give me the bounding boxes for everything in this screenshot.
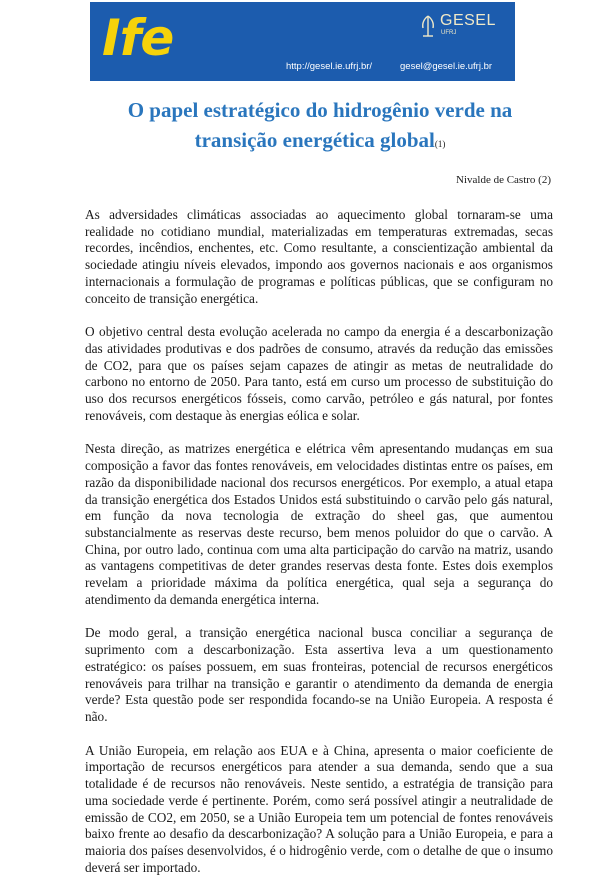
header-banner [90,2,515,81]
title-footnote-mark: (1) [434,139,446,149]
ife-logo: Ife [102,9,174,67]
paragraph: Nesta direção, as matrizes energética e elétrica vêm apresentando mudanças em sua composição a favor das fontes renováveis, em velocidades distintas entre os países, em razão da disponibilidade nacional dos recursos energéticos. Por exemplo, a atual etapa da transição energética dos Estados Unidos está substituindo o carvão pelo gás natural, em função da nova tecnologia de extração do sheel gas, que aumentou substancialmente as reservas deste recurso, bem menos poluidor do que o carvão. A China, por outro lado, continua com uma alta participação do carvão na matriz, usando as vantagens competitivas de deter grandes reservas desta fonte. Estes dois exemplos revelam a prioridade máxima da política energética, qual seja a segurança do atendimento da demanda energética interna. [85,441,553,607]
paragraph: A União Europeia, em relação aos EUA e à China, apresenta o maior coeficiente de importação de recursos energéticos para atender a sua demanda, sendo que a sua totalidade é de recursos não renováveis. Neste sentido, a estratégia de transição para uma sociedade verde é pertinente. Porém, como será possível atingir a neutralidade de emissão de CO2, em 2050, se a União Europeia tem um potencial de fontes renováveis baixo frente ao desafio da descarbonização? A solução para a União Europeia, e para a maioria dos países desenvolvidos, é o hidrogênio verde, com o detalhe de que o insumo deverá ser importado. [85,742,553,875]
author-name: Nivalde de Castro (2) [456,174,551,186]
website-link[interactable]: http://gesel.ie.ufrj.br/ [286,61,373,72]
gesel-subtitle: UFRJ [441,30,457,36]
gesel-name: GESEL [440,12,496,29]
paragraph: As adversidades climáticas associadas ao aquecimento global tornaram-se uma realidade no cotidiano mundial, materializadas em temperaturas extremadas, secas recordes, incêndios, enchentes, etc. Como resultante, a conscientização ambiental da sociedade atingiu níveis elevados, impondo aos governos nacionais e aos organismos internacionais a formulação de programas e políticas públicas, que se configuram no conceito de transição energética. [85,207,553,306]
email-link[interactable]: gesel@gesel.ie.ufrj.br [400,61,493,72]
article-body [85,207,553,893]
page-title [60,95,580,159]
gesel-logo-icon [420,14,436,38]
title-line-1: O papel estratégico do hidrogênio verde na [127,98,513,122]
paragraph: O objetivo central desta evolução acelerada no campo da energia é a descarbonização das atividades produtivas e dos padrões de consumo, através da redução das emissões de CO2, para que os países sejam capazes de atingir as metas de neutralidade do carbono no entorno de 2050. Para tanto, está em curso um processo de substituição do uso dos recursos energéticos fósseis, como carvão, petróleo e gás natural, por fontes renováveis, com destaque às energias eólica e solar. [85,324,553,423]
title-line-2: transição energética global [194,128,435,152]
paragraph: De modo geral, a transição energética nacional busca conciliar a segurança de suprimento com a descarbonização. Esta assertiva leva a um questionamento estratégico: os países possuem, em suas fronteiras, potencial de recursos energéticos renováveis para trilhar na transição e garantir o atendimento da demanda de energia verde? Esta questão pode ser respondida focando-se na União Europeia. A resposta é não. [85,625,553,724]
